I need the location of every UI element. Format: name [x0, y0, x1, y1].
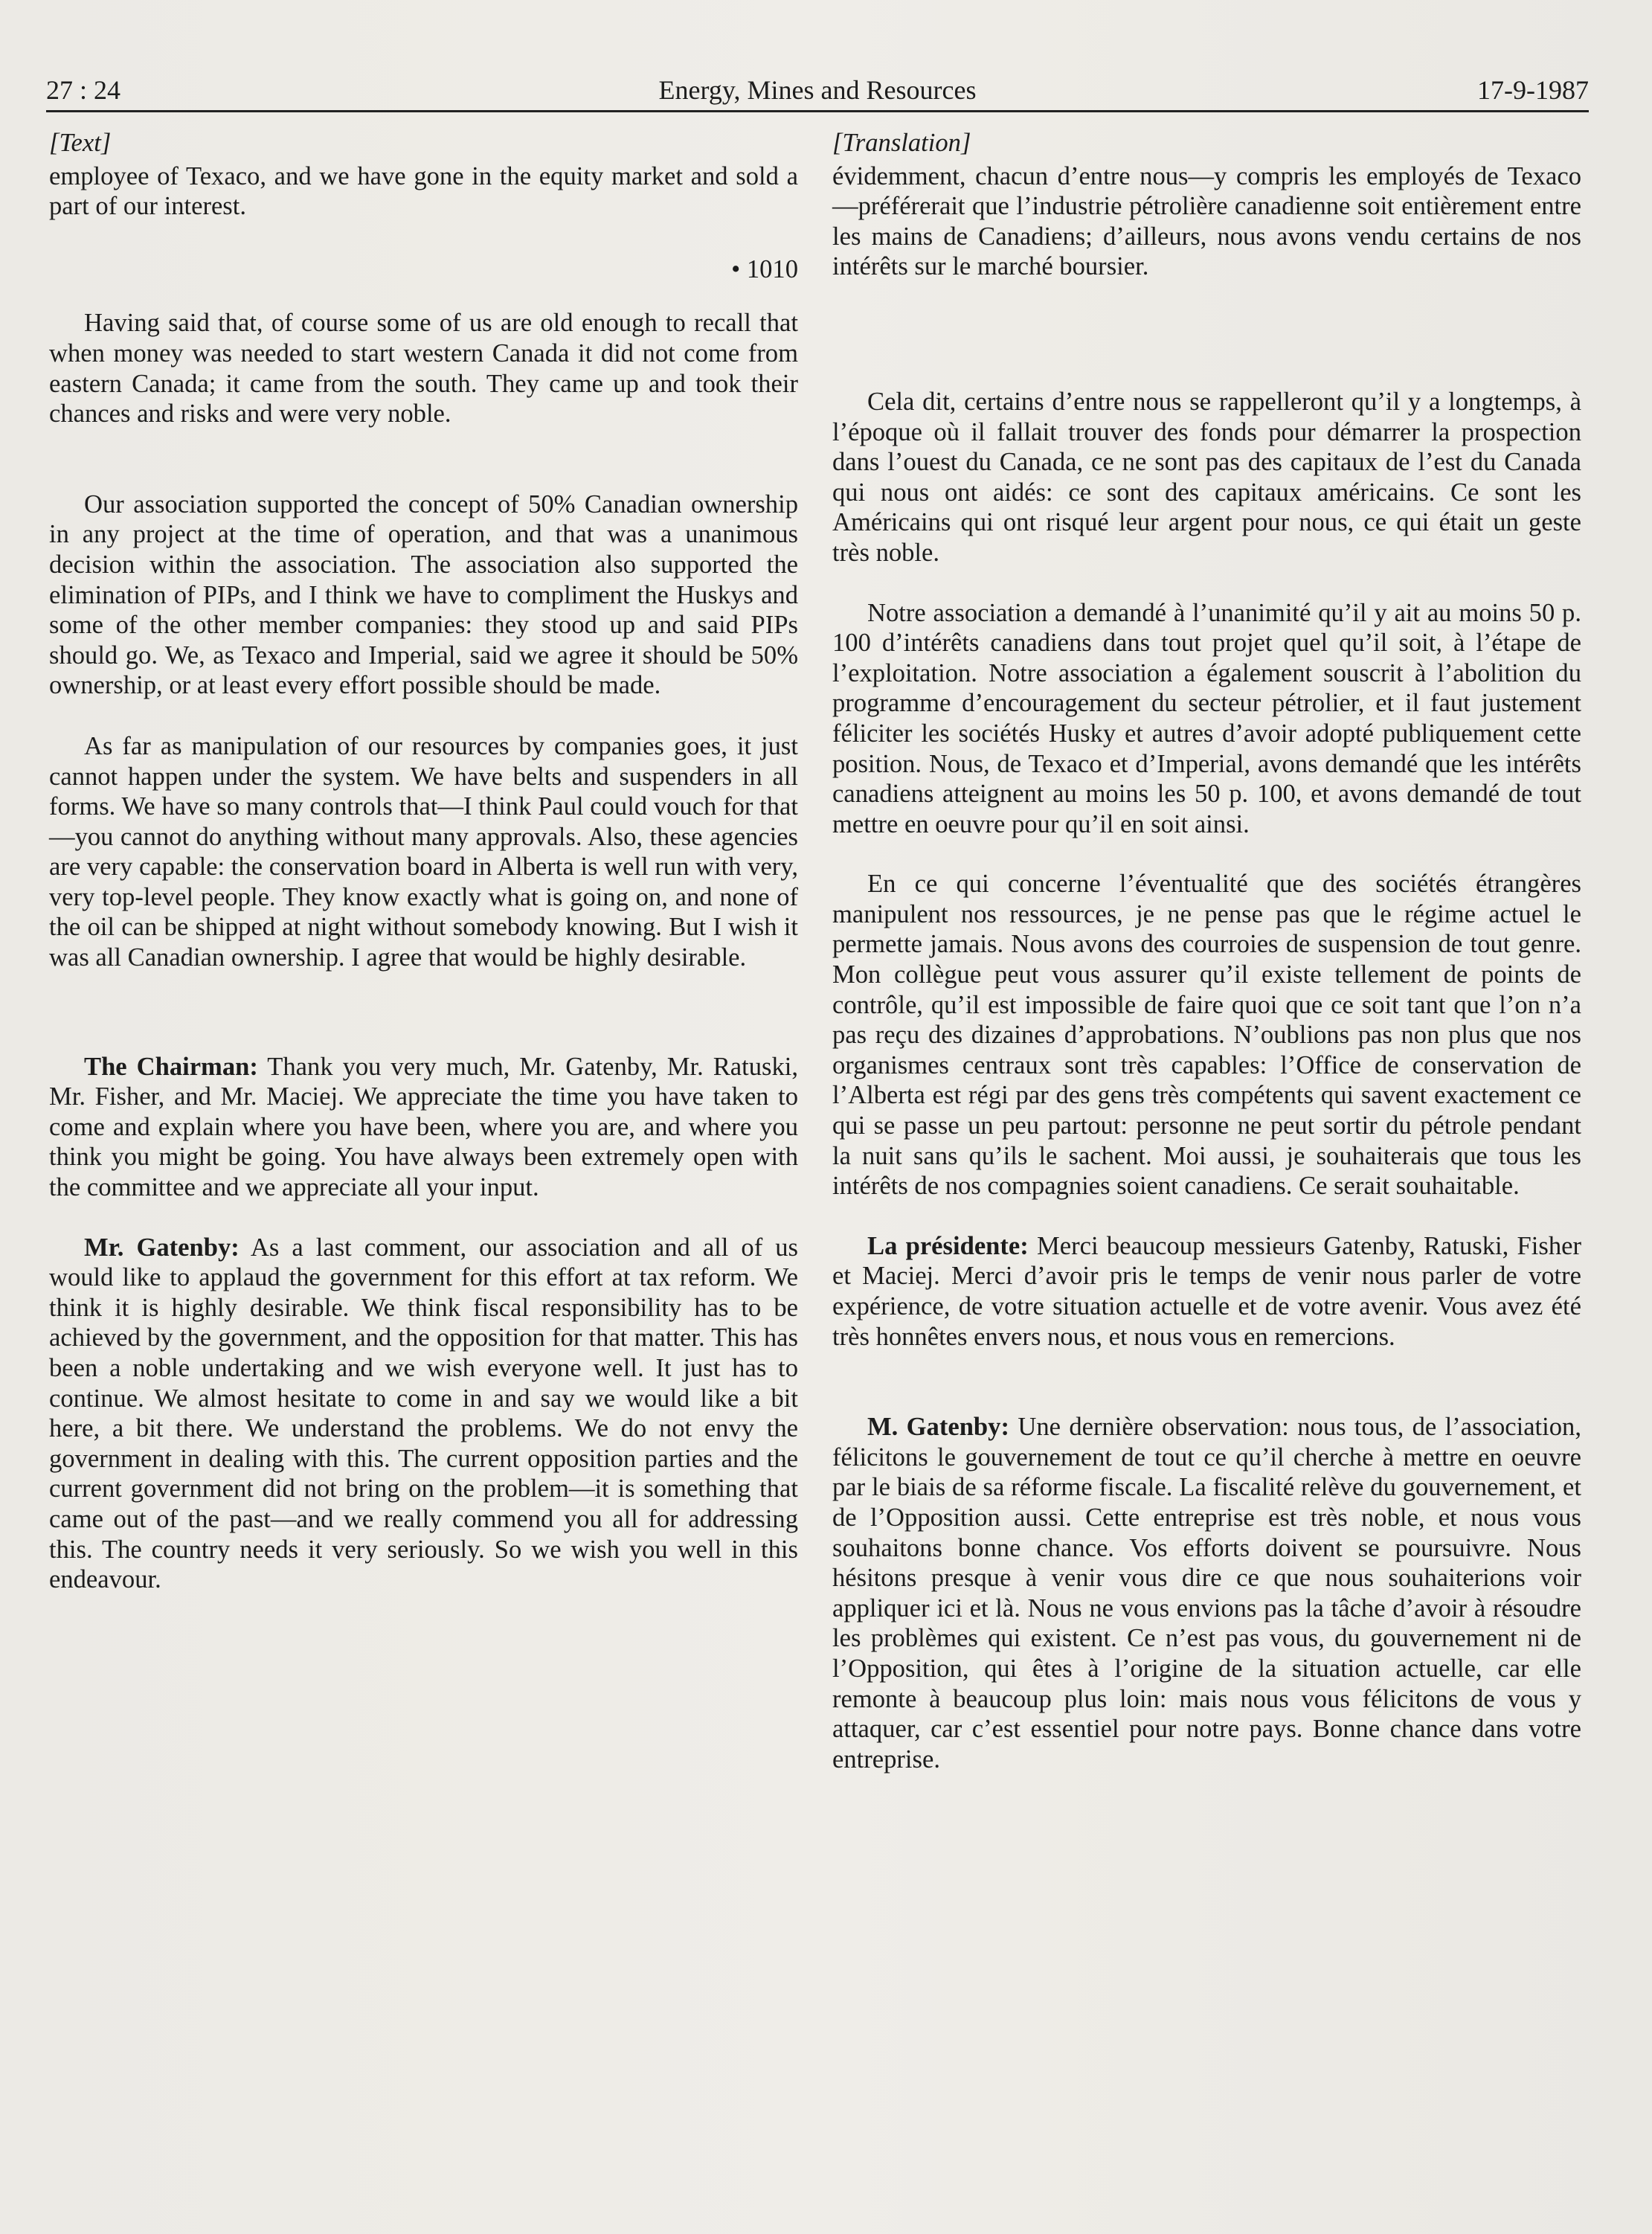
speaker-name: La présidente: [867, 1231, 1029, 1260]
page-number: 27 : 24 [46, 75, 121, 105]
paragraph: Cela dit, certains d’entre nous se rappelleront qu’il y a longtemps, à l’époque où il fallait trouver des fonds pour démarrer la prospection dans l’ouest du Canada, ce ne sont pas des capitaux de l’est du Canada qui nous ont aidés: ce sont des capitaux américains. Ce sont les Américains qui ont risqué leur argent pour nous, ce qui était un geste très noble. [832, 387, 1581, 567]
header-rule [46, 110, 1589, 112]
page-header [46, 71, 1589, 109]
speaker-text: As a last comment, our association and all of us would like to applaud the government for this effort at tax reform. We think it is highly desirable. We think fiscal responsibility has to be achieved by the government, and the opposition for that matter. This has been a noble undertaking and we wish everyone well. It just has to continue. We almost hesitate to come in and say we would like a bit here, a bit there. We understand the problems. We do not envy the government in dealing with this. The current opposition parties and the current government did not bring on the problem—it is something that came out of the past—and we really commend you all for addressing this. The country needs it very seriously. So we wish you well in this endeavour. [49, 1233, 798, 1594]
speaker-name: Mr. Gatenby: [84, 1233, 240, 1262]
french-column [832, 128, 1581, 1774]
paragraph: employee of Texaco, and we have gone in the equity market and sold a part of our interest. [49, 161, 798, 221]
time-marker: • 1010 [731, 254, 798, 283]
speaker-name: The Chairman: [84, 1052, 258, 1081]
speaker-name: M. Gatenby: [867, 1413, 1009, 1442]
speaker-paragraph [49, 1233, 798, 1595]
page-date: 17-9-1987 [1477, 75, 1589, 105]
speaker-paragraph [832, 1412, 1581, 1774]
speaker-text: Une dernière observation: nous tous, de l’association, félicitons le gouvernement de tout ce qu’il cherche à mettre en oeuvre par le biais de sa réforme fiscale. La fiscalité relève du gouvernement, et de l’Opposition aussi. Cette entreprise est très noble, et nous vous souhaitons bonne chance. Vos efforts doivent se poursuivre. Nous hésitons presque à venir vous dire ce que nous souhaiterions voir appliquer ici et là. Nous ne vous envions pas la tâche d’avoir à résoudre les problèmes qui existent. Ce n’est pas vous, du gouvernement ni de l’Opposition, qui êtes à l’origine de la situation actuelle, car elle remonte à beaucoup plus loin: mais nous vous félicitons de vous y attaquer, car c’est essentiel pour notre pays. Bonne chance dans votre entreprise. [832, 1413, 1581, 1774]
page-title: Energy, Mines and Resources [658, 75, 977, 105]
paragraph: Notre association a demandé à l’unanimité qu’il y ait au moins 50 p. 100 d’intérêts canadiens dans tout projet quel qu’il soit, à l’étape de l’exploitation. Notre association a également souscrit à l’abolition du programme d’encouragement du secteur pétrolier, et il faut justement féliciter les sociétés Husky et autres d’avoir adopté publiquement cette position. Nous, de Texaco et d’Imperial, avons demandé que les intérêts canadiens atteignent au moins les 50 p. 100, et avons demandé de tout mettre en oeuvre pour qu’il en soit ainsi. [832, 598, 1581, 838]
paragraph: évidemment, chacun d’entre nous—y compris les employés de Texaco—préférerait que l’industrie pétrolière canadienne soit entièrement entre les mains de Canadiens; d’ailleurs, nous avons vendu certains de nos intérêts sur le marché boursier. [832, 161, 1581, 281]
speaker-paragraph [832, 1231, 1581, 1352]
paragraph: As far as manipulation of our resources by companies goes, it just cannot happen under the system. We have belts and suspenders in all forms. We have so many controls that—I think Paul could vouch for that—you cannot do anything without many approvals. Also, these agencies are very capable: the conservation board in Alberta is well run with very, very top-level people. They know exactly what is going on, and none of the oil can be shipped at night without somebody knowing. But I wish it was all Canadian ownership. I agree that would be highly desirable. [49, 731, 798, 972]
english-column [49, 128, 798, 1595]
paragraph: Having said that, of course some of us are old enough to recall that when money was needed to start western Canada it did not come from eastern Canada; it came from the south. They came up and took their chances and risks and were very noble. [49, 309, 798, 428]
speaker-text: Merci beaucoup messieurs Gatenby, Ratuski, Fisher et Maciej. Merci d’avoir pris le temps de venir nous parler de votre expérience, de votre situation actuelle et de votre avenir. Vous avez été très honnêtes envers nous, et nous vous en remercions. [832, 1231, 1581, 1351]
paragraph: Our association supported the concept of 50% Canadian ownership in any project at the time of operation, and that was a unanimous decision within the association. The association also supported the elimination of PIPs, and I think we have to compliment the Huskys and some of the other member companies: they stood up and said PIPs should go. We, as Texaco and Imperial, said we agree it should be 50% ownership, or at least every effort possible should be made. [49, 490, 798, 700]
speaker-text: Thank you very much, Mr. Gatenby, Mr. Ratuski, Mr. Fisher, and Mr. Maciej. We appreciate the time you have taken to come and explain where you have been, where you are, and where you think you might be going. You have always been extremely open with the committee and we appreciate all your input. [49, 1052, 798, 1202]
text-tag: [Text] [49, 129, 112, 157]
paragraph: En ce qui concerne l’éventualité que des sociétés étrangères manipulent nos ressources, je ne pense pas que le régime actuel le permette jamais. Nous avons des courroies de suspension de tout genre. Mon collègue peut vous assurer qu’il existe tellement de points de contrôle, qu’il est impossible de faire quoi que ce soit tant que l’on n’a pas reçu des dizaines d’approbations. N’oublions pas non plus que nos organismes centraux sont très capables: l’Office de conservation de l’Alberta est régi par des gens très compétents qui savent exactement ce qui se passe un peu partout: personne ne peut sortir du pétrole pendant la nuit sans qu’ils le sachent. Moi aussi, je souhaiterais que tous les intérêts de nos compagnies soient canadiens. Ce serait souhaitable. [832, 870, 1581, 1201]
translation-tag: [Translation] [832, 129, 971, 157]
speaker-paragraph [49, 1052, 798, 1203]
